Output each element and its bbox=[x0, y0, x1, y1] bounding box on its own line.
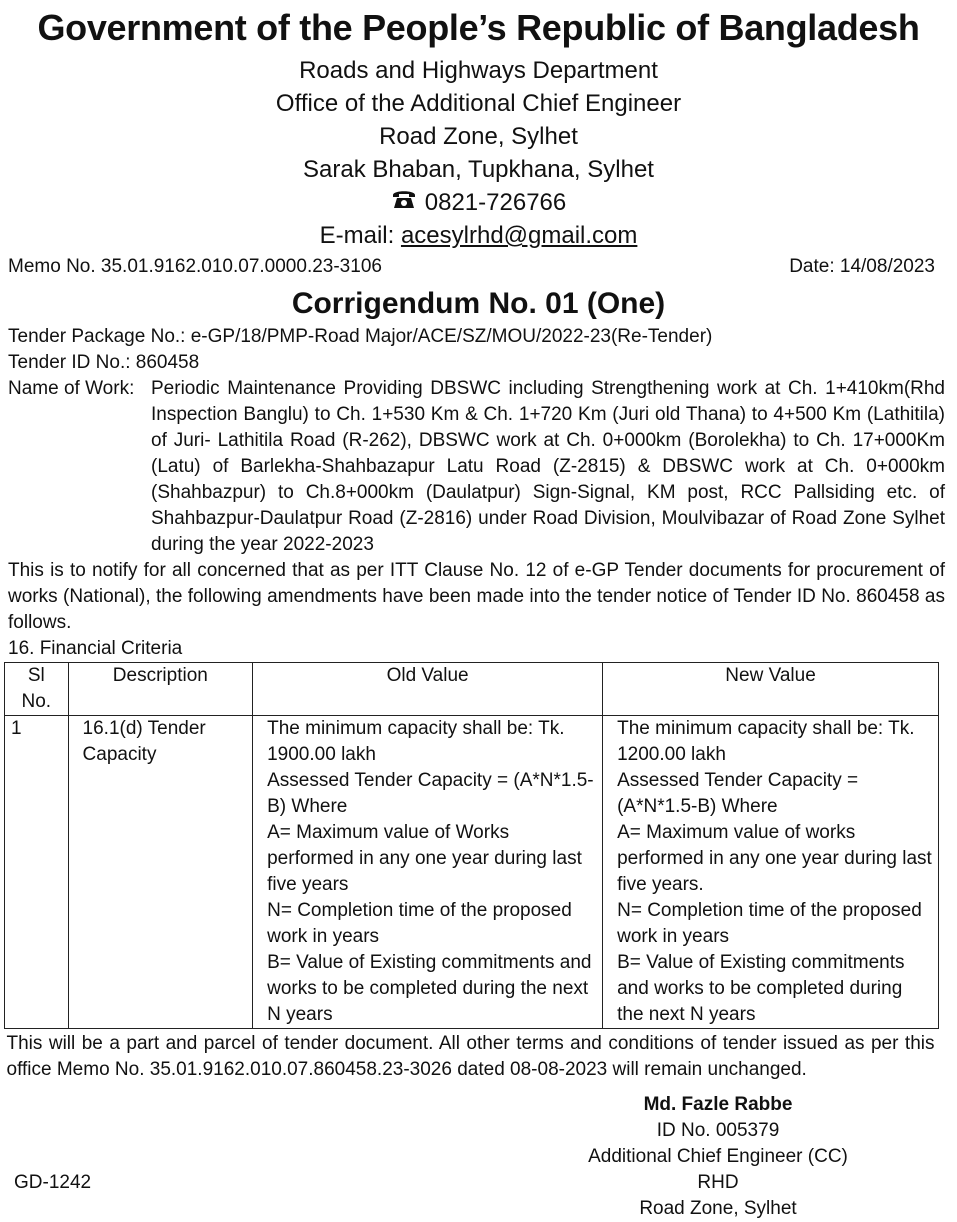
corrigendum-notice bbox=[6, 6, 949, 1219]
email-line bbox=[8, 219, 949, 252]
department-name: Roads and Highways Department bbox=[299, 57, 658, 84]
old-line: A= Maximum value of Works performed in any one year during last five years bbox=[267, 822, 582, 895]
zone-name: Road Zone, Sylhet bbox=[379, 123, 578, 150]
work-description: Periodic Maintenance Providing DBSWC including Strengthening work at Ch. 1+410km(Rhd Inspection Banglu) to Ch. 1+530 Km & Ch. 1+720 Km (Juri old Thana) to 4+500 Km (Lathitila) of Juri- Lathitila Road (R-262), DBSWC work at Ch. 0+000km (Borolekha) to Ch. 17+000Km (Latu) of Barlekha-Shahbazapur Latu Road (Z-2815) & DBSWC work at Ch. 0+000km (Shahbazpur) to Ch.8+000km (Daulatpur) Sign-Signal, KM post, RCC Pallsiding etc. of Shahbazpur-Daulatpur Road (Z-2816) under Road Division, Moulvibazar of Road Zone Sylhet during the year 2022-2023 bbox=[151, 378, 945, 555]
new-line: A= Maximum value of works performed in any one year during last five years. bbox=[617, 822, 932, 895]
old-line: B= Value of Existing commitments and works to be completed during the next N years bbox=[267, 952, 592, 1025]
footer-note: This will be a part and parcel of tender document. All other terms and conditions of tender issued as per this office Memo No. 35.01.9162.010.07.860458.23-3026 dated 08-08-2023 will remain unchanged. bbox=[5, 1029, 939, 1084]
footer-note-row bbox=[5, 1029, 939, 1084]
signatory-office: Road Zone, Sylhet bbox=[639, 1198, 797, 1219]
work-label: Name of Work: bbox=[8, 378, 135, 399]
cell-new-value bbox=[603, 716, 939, 1029]
tender-package: Tender Package No.: e-GP/18/PMP-Road Major/ACE/SZ/MOU/2022-23(Re-Tender) bbox=[8, 326, 713, 347]
old-line: The minimum capacity shall be: Tk. 1900.00 lakh bbox=[267, 718, 565, 765]
phone-line bbox=[8, 186, 949, 219]
memo-row bbox=[8, 254, 949, 280]
section-heading: 16. Financial Criteria bbox=[8, 638, 183, 659]
corrigendum-title: Corrigendum No. 01 (One) bbox=[291, 287, 666, 320]
gd-number: GD-1242 bbox=[14, 1172, 92, 1193]
email-link[interactable]: acesylrhd@gmail.com bbox=[400, 222, 638, 249]
old-line: Assessed Tender Capacity = (A*N*1.5-B) Where bbox=[267, 770, 594, 817]
address: Sarak Bhaban, Tupkhana, Sylhet bbox=[303, 156, 654, 183]
phone-number: 0821-726766 bbox=[424, 189, 567, 216]
signatory-id: ID No. 005379 bbox=[656, 1120, 780, 1141]
memo-number: Memo No. 35.01.9162.010.07.0000.23-3106 bbox=[8, 256, 382, 277]
name-of-work bbox=[8, 376, 949, 558]
header-old-value: Old Value bbox=[253, 663, 603, 716]
new-line: Assessed Tender Capacity = (A*N*1.5-B) Where bbox=[617, 770, 859, 817]
tender-id: Tender ID No.: 860458 bbox=[8, 352, 200, 373]
header-new-value: New Value bbox=[603, 663, 939, 716]
table-header-row bbox=[5, 663, 939, 716]
new-line: N= Completion time of the proposed work in years bbox=[617, 900, 922, 947]
old-line: N= Completion time of the proposed work in years bbox=[267, 900, 572, 947]
new-line: B= Value of Existing commitments and works to be completed during the next N years bbox=[617, 952, 905, 1025]
telephone-icon bbox=[391, 186, 417, 219]
criteria-table bbox=[4, 662, 939, 1083]
email-label: E-mail: bbox=[319, 222, 401, 249]
signature-block bbox=[568, 1092, 868, 1222]
cell-description: 16.1(d) Tender Capacity bbox=[68, 716, 253, 1029]
table-row bbox=[5, 716, 939, 1029]
cell-old-value bbox=[253, 716, 603, 1029]
signatory-name: Md. Fazle Rabbe bbox=[643, 1094, 793, 1115]
government-title: Government of the People’s Republic of Bangladesh bbox=[37, 7, 920, 48]
header-description: Description bbox=[68, 663, 253, 716]
memo-date: Date: 14/08/2023 bbox=[789, 256, 935, 277]
cell-sl: 1 bbox=[5, 716, 69, 1029]
signatory-designation: Additional Chief Engineer (CC) RHD bbox=[588, 1146, 848, 1193]
office-name: Office of the Additional Chief Engineer bbox=[275, 90, 682, 117]
notice-paragraph: This is to notify for all concerned that as per ITT Clause No. 12 of e-GP Tender documents for procurement of works (National), the following amendments have been made into the tender notice of Tender ID No. 860458 as follows. bbox=[8, 560, 945, 633]
new-line: The minimum capacity shall be: Tk. 1200.00 lakh bbox=[617, 718, 915, 765]
header-sl: Sl No. bbox=[5, 663, 69, 716]
letterhead bbox=[8, 6, 949, 252]
